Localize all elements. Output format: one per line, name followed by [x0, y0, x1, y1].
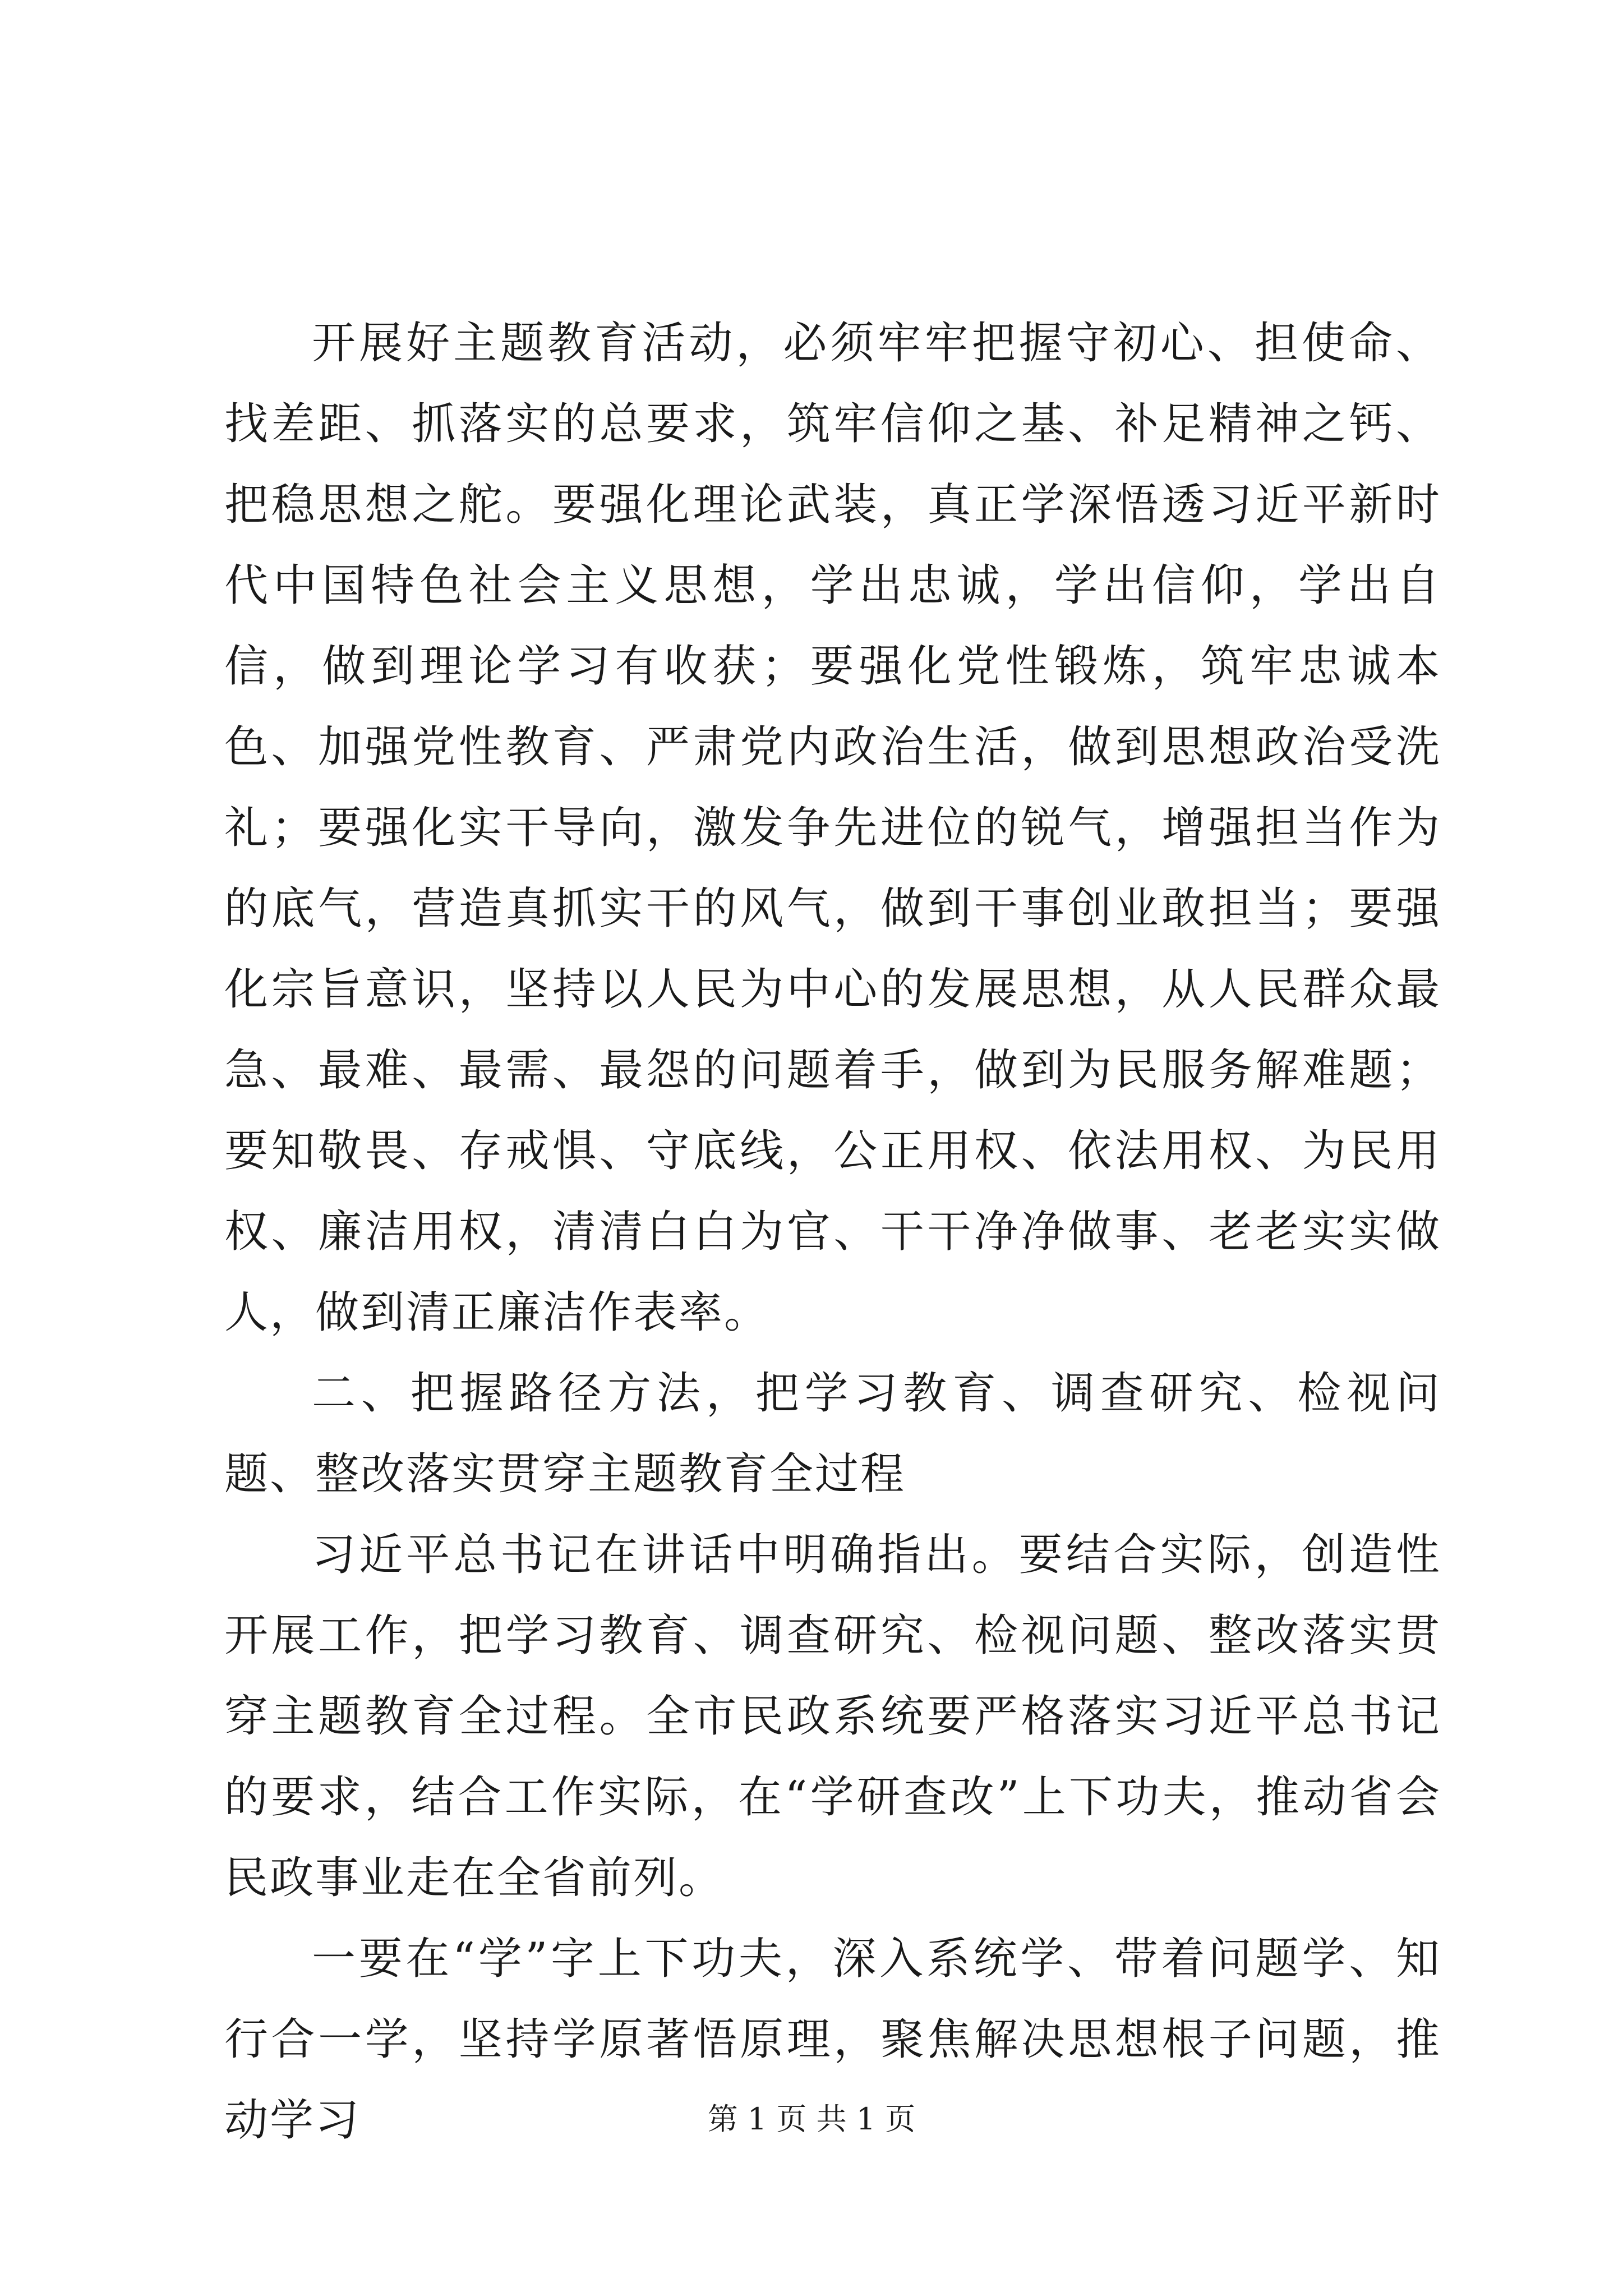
- document-body: [224, 303, 1441, 2161]
- page-footer: 第 1 页 共 1 页: [707, 2101, 916, 2137]
- paragraph-2: 习近平总书记在讲话中明确指出。要结合实际，创造性开展工作，把学习教育、调查研究、检视问题、整改落实贯穿主题教育全过程。全市民政系统要严格落实习近平总书记的要求，结合工作实际，在“学研查改”上下功夫，推动省会民政事业走在全省前列。: [224, 1530, 1441, 1903]
- paragraph-3: 一要在“学”字上下功夫，深入系统学、带着问题学、知行合一学，坚持学原著悟原理，聚焦解决思想根子问题，推动学习: [224, 1934, 1441, 2146]
- paragraph-1: 开展好主题教育活动，必须牢牢把握守初心、担使命、找差距、抓落实的总要求，筑牢信仰之基、补足精神之钙、把稳思想之舵。要强化理论武装，真正学深悟透习近平新时代中国特色社会主义思想，学出忠诚，学出信仰，学出自信，做到理论学习有收获；要强化党性锻炼，筑牢忠诚本色、加强党性教育、严肃党内政治生活，做到思想政治受洗礼；要强化实干导向，激发争先进位的锐气，增强担当作为的底气，营造真抓实干的风气，做到干事创业敢担当；要强化宗旨意识，坚持以人民为中心的发展思想，从人民群众最急、最难、最需、最怨的问题着手，做到为民服务解难题；要知敬畏、存戒惧、守底线，公正用权、依法用权、为民用权、廉洁用权，清清白白为官、干干净净做事、老老实实做人，做到清正廉洁作表率。: [224, 318, 1441, 1338]
- section-heading-2: 二、把握路径方法，把学习教育、调查研究、检视问题、整改落实贯穿主题教育全过程: [224, 1368, 1441, 1499]
